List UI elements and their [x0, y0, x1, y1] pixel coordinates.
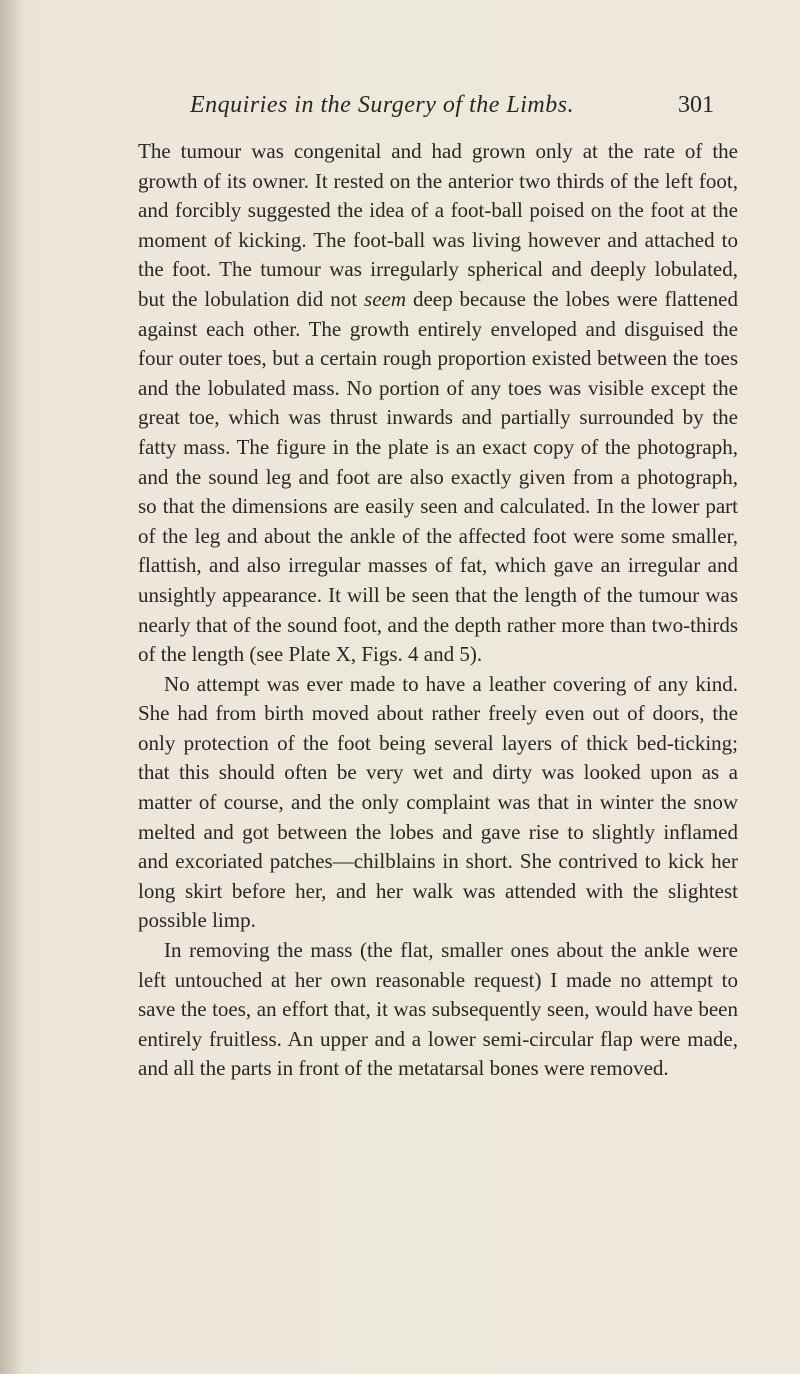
- paragraph-3: In removing the mass (the flat, smaller ones about the ankle were left untouched at her own reasonable request) I made no attempt to save the toes, an effort that, it was subsequently seen, would have been entirely fruitless. An upper and a lower semi-circular flap were made, and all the parts in front of the metatarsal bones were removed.: [138, 938, 738, 1081]
- page-number: 301: [678, 92, 714, 118]
- paragraph-2: No attempt was ever made to have a leather covering of any kind. She had from birth moved about rather freely even out of doors, the only protection of the foot being several layers of thick bed-ticking; that this should often be very wet and dirty was looked upon as a matter of course, and the only complaint was that in winter the snow melted and got between the lobes and gave rise to slightly inflamed and excoriated patches—chilblains in short. She contrived to kick her long skirt before her, and her walk was attended with the slightest possible limp.: [138, 671, 738, 933]
- paragraph-1-text-before: The tumour was congenital and had grown only at the rate of the growth of its owner. It rested on the anterior two thirds of the left foot, and forcibly suggested the idea of a foot-ball poised on the foot at the moment of kicking. The foot-ball was living however and attached to the foot. The tumour was irregularly spherical and deeply lobulated, but the lobulation did not: [138, 139, 738, 311]
- emphasis-seem: seem: [364, 286, 407, 311]
- paragraph-1: [138, 137, 738, 670]
- paragraph-1-text-after: deep because the lobes were flattened against each other. The growth entirely enveloped and disguised the four outer toes, but a certain rough proportion existed between the toes and the lobulated mass. No portion of any toes was visible except the great toe, which was thrust inwards and partially surrounded by the fatty mass. The figure in the plate is an exact copy of the photograph, and the sound leg and foot are also exactly given from a photograph, so that the dimensions are easily seen and calculated. In the lower part of the leg and about the ankle of the affected foot were some smaller, flattish, and also irregular masses of fat, which gave an irregular and unsightly appearance. It will be seen that the length of the tumour was nearly that of the sound foot, and the depth rather more than two-thirds of the length (see Plate X, Figs. 4 and 5).: [138, 286, 738, 667]
- running-title: Enquiries in the Surgery of the Limbs.: [190, 92, 575, 118]
- gutter-shadow: [0, 0, 22, 1374]
- body-text: [138, 137, 738, 1084]
- page-header: [190, 92, 714, 132]
